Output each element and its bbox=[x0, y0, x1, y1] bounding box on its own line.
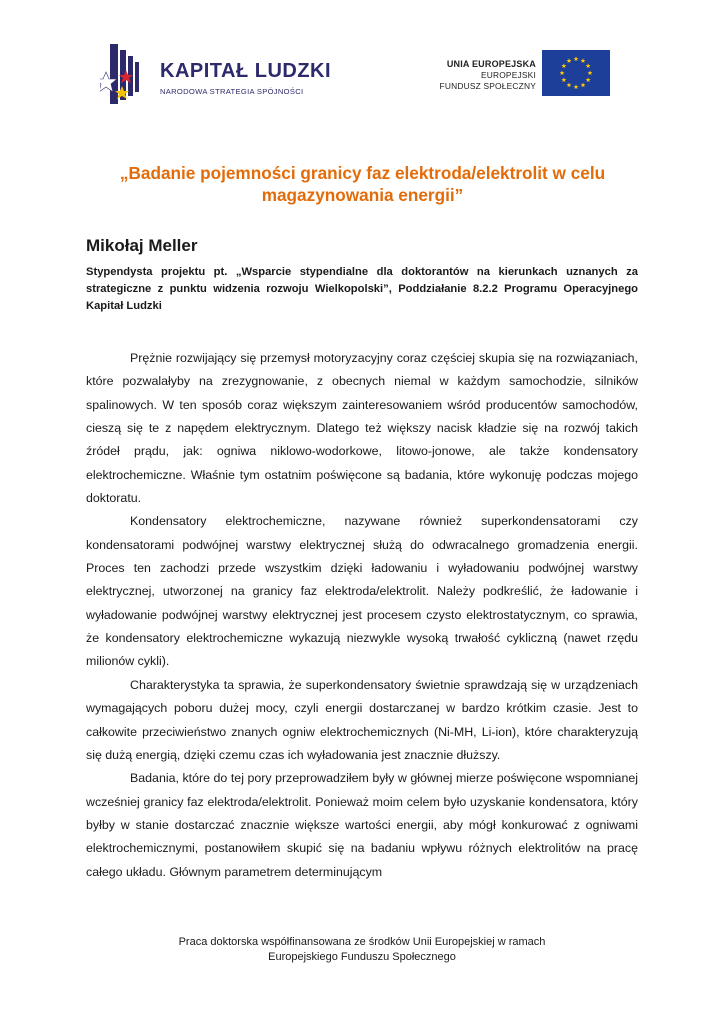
document-body bbox=[86, 347, 638, 884]
body-paragraph: Charakterystyka ta sprawia, że superkondensatory świetnie sprawdzają się w urządzeniach wymagających poboru dużej mocy, czyli energii dostarczanej w bardzo krótkim czasie. Jest to całkowite przeciwieństwo znanych ogniw elektrochemicznych (Ni-MH, Li-ion), które charakteryzują się dużą energią, dzięki czemu czas ich wyładowania jest znacznie dłuższy. bbox=[86, 677, 638, 762]
eu-line-1: UNIA EUROPEJSKA bbox=[446, 59, 536, 69]
author-affiliation: Stypendysta projektu pt. „Wsparcie stypendialne dla doktorantów na kierunkach uznanych za strategiczne z punktu widzenia rozwoju Wielkopolski”, Poddziałanie 8.2.2 Programu Operacyjnego Kapitał Ludzki bbox=[86, 266, 638, 312]
body-paragraph: Kondensatory elektrochemiczne, nazywane również superkondensatorami czy kondensatorami podwójnej warstwy elektrycznej służą do odwracalnego gromadzenia energii. Proces ten zachodzi przede wszystkim dzięki ładowaniu i wyładowaniu podwójnej warstwy elektrycznej, utworzonej na granicy faz elektroda/elektrolit. Należy podkreślić, że ładowanie i wyładowanie podwójnej warstwy elektrycznej jest procesem czysto elektrostatycznym, co sprawia, że kondensatory elektrochemiczne wykazują niezwykle wysoką trwałość cykliczną (nawet rzędu milionów cykli). bbox=[86, 514, 638, 669]
eu-logo bbox=[420, 50, 610, 98]
author-name: Mikołaj Meller bbox=[86, 236, 198, 255]
footer-line-1: Praca doktorska współfinansowana ze środków Unii Europejskiej w ramach bbox=[178, 936, 546, 948]
eu-flag-icon bbox=[542, 50, 610, 96]
document-title: „Badanie pojemności granicy faz elektroda/elektrolit w celu magazynowania energii” bbox=[119, 163, 606, 205]
eu-logo-text bbox=[440, 59, 536, 92]
kapital-ludzki-mark-icon bbox=[100, 42, 152, 106]
eu-line-2: EUROPEJSKI bbox=[480, 70, 536, 80]
body-paragraph: Prężnie rozwijający się przemysł motoryzacyjny coraz częściej skupia się na rozwiązaniach, które pozwalałyby na zrezygnowanie, z obecnych niemal w każdym samochodzie, silników spalinowych. W ten sposób coraz większym zainteresowaniem wśród producentów samochodów, cieszą się te z napędem elektrycznym. Dlatego też większy nacisk kładzie się na rozwój takich źródeł prądu, jak: ogniwa niklowo-wodorkowe, litowo-jonowe, ale także kondensatory elektrochemiczne. Właśnie tym ostatnim poświęcone są badania, które wykonuję podczas mojego doktoratu. bbox=[86, 351, 638, 506]
footer-line-2: Europejskiego Funduszu Społecznego bbox=[268, 951, 456, 963]
kapital-ludzki-subtitle: NARODOWA STRATEGIA SPÓJNOŚCI bbox=[160, 87, 304, 96]
page-footer bbox=[86, 935, 638, 965]
kapital-ludzki-title: KAPITAŁ LUDZKI bbox=[160, 60, 332, 82]
eu-line-3: FUNDUSZ SPOŁECZNY bbox=[439, 81, 536, 91]
body-paragraph: Badania, które do tej pory przeprowadziłem były w głównej mierze poświęcone wspomnianej wcześniej granicy faz elektroda/elektrolit. Ponieważ moim celem było uzyskanie kondensatora, który byłby w stanie dostarczać znacznie większe wartości energii, aby mógł konkurować z ogniwami elektrochemicznymi, postanowiłem skupić się na badaniu wpływu różnych elektrolitów na pracę całego układu. Głównym parametrem determinującym bbox=[86, 771, 638, 879]
kapital-ludzki-logo bbox=[100, 42, 330, 108]
